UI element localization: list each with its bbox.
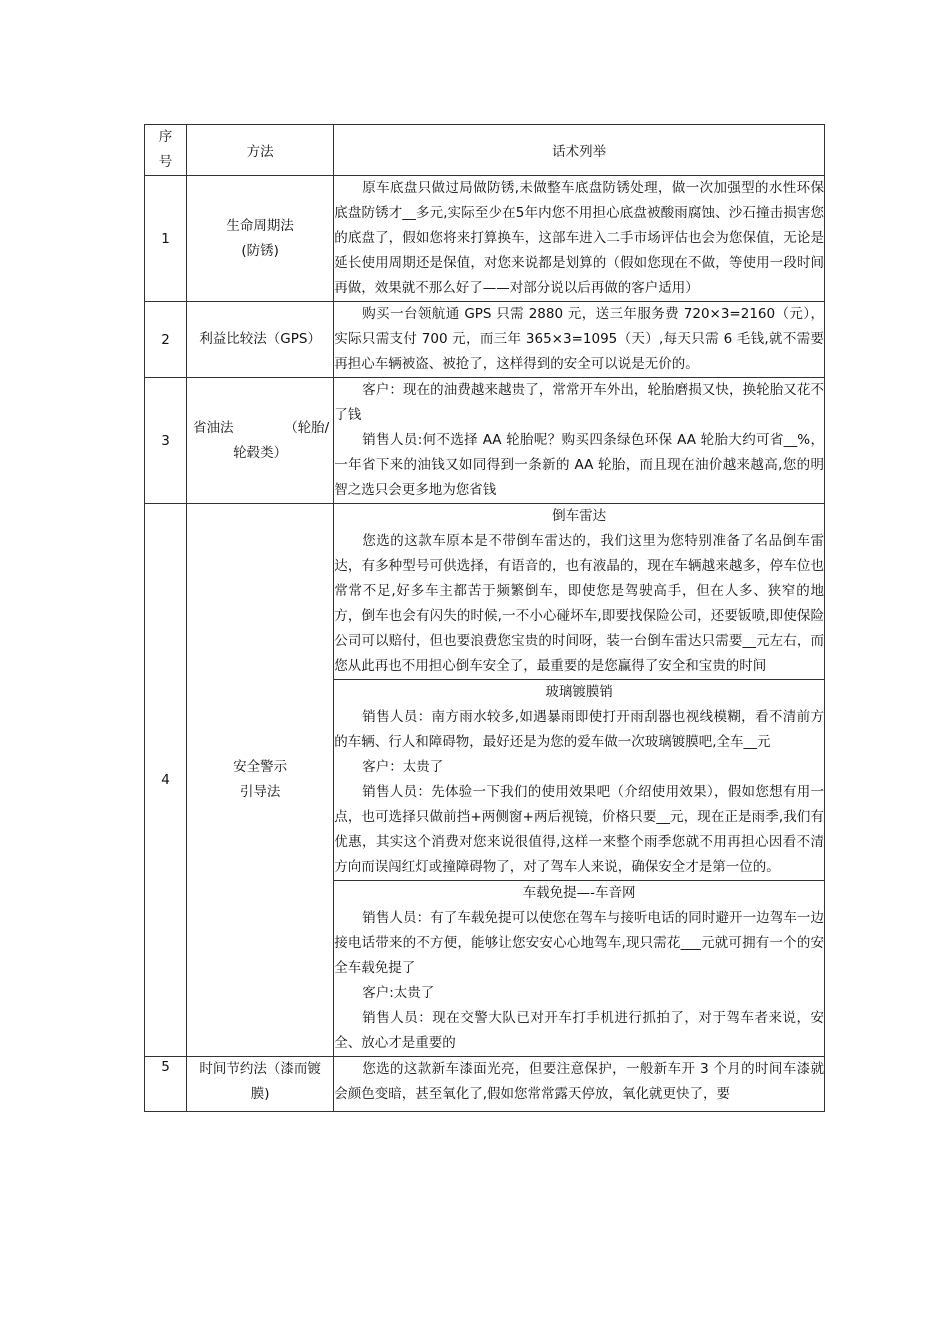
table-header-row [145, 125, 825, 176]
script-paragraph: 您选的这款新车漆面光亮，但要注意保护，一般新车开 3 个月的时间车漆就会颜色变暗，甚至氧化了,假如您常常露天停放，氧化就更快了，要 [334, 1061, 824, 1102]
script-paragraph: 销售人员:何不选择 AA 轮胎呢？购买四条绿色环保 AA 轮胎大约可省__%，一年省下来的油钱又如同得到一条新的 AA 轮胎，而且现在油价越来越高,您的明智之选只会更多地为您省钱 [334, 432, 824, 498]
row-method: 安全警示 引导法 [187, 504, 334, 1057]
script-paragraph: 您选的这款车原本是不带倒车雷达的，我们这里为您特别准备了名品倒车雷达，有多种型号可供选择，有语音的，也有液晶的，现在车辆越来越多，停车位也常常不足,好多车主都苦于频繁倒车，即使您是驾驶高手，但在人多、狭窄的地方，倒车也会有闪失的时候,一不小心碰坏车,即要找保险公司，还要钣喷,即使保险公司可以赔付，但也要浪费您宝贵的时间呀，装一台倒车雷达只需要__元左右，而您从此再也不用担心倒车安全了，最重要的是您赢得了安全和宝贵的时间 [334, 533, 824, 674]
header-script: 话术列举 [334, 125, 825, 176]
row-method: 生命周期法 (防锈) [187, 176, 334, 302]
script-paragraph: 原车底盘只做过局做防锈,未做整车底盘防锈处理，做一次加强型的水性环保底盘防锈才__多元,实际至少在5年内您不用担心底盘被酸雨腐蚀、沙石撞击损害您的底盘了，假如您将来打算换车，这部车进入二手市场评估也会为您保值，无论是延长使用周期还是保值，对您来说都是划算的（假如您现在不做，等使用一段时间再做，效果就不那么好了——对部分说以后再做的客户适用） [334, 180, 824, 296]
sub-item-title: 玻璃镀膜销 [545, 684, 613, 700]
table-row [145, 504, 825, 680]
script-paragraph: 购买一台领航通 GPS 只需 2880 元，送三年服务费 720×3=2160（元），实际只需支付 700 元，而三年 365×3=1095（天）,每天只需 6 毛钱,就不需要再担心车辆被盗、被抢了，这样得到的安全可以说是无价的。 [334, 306, 824, 372]
script-paragraph: 客户：太贵了 [362, 759, 444, 775]
row-no: 4 [145, 504, 187, 1057]
row-script [334, 176, 825, 302]
row-script [334, 680, 825, 881]
row-method: 时间节约法（漆而镀 膜) [187, 1057, 334, 1112]
header-no: 序 号 [145, 125, 187, 176]
row-script [334, 378, 825, 504]
row-method: 省油法 （轮胎/ 轮毂类） [187, 378, 334, 504]
script-paragraph: 客户:太贵了 [362, 985, 435, 1001]
table-row [145, 1057, 825, 1112]
sub-item-title: 倒车雷达 [552, 508, 607, 524]
script-paragraph: 销售人员：先体验一下我们的使用效果吧（介绍使用效果），假如您想有用一点，也可选择只做前挡+两侧窗+两后视镜，价格只要__元，现在正是雨季,我们有优惠，其实这个消费对您来说很值得,这样一来整个雨季您就不用再担心因看不清方向而误闯红灯或撞障碍物了，对了驾车人来说，确保安全才是第一位的。 [334, 784, 824, 875]
row-no: 2 [145, 302, 187, 378]
header-method: 方法 [187, 125, 334, 176]
script-paragraph: 销售人员：现在交警大队已对开车打手机进行抓拍了，对于驾车者来说，安全、放心才是重要的 [334, 1010, 824, 1051]
row-script [334, 881, 825, 1057]
script-paragraph: 销售人员：南方雨水较多,如遇暴雨即使打开雨刮器也视线模糊，看不清前方的车辆、行人和障碍物，最好还是为您的爱车做一次玻璃镀膜吧,全车__元 [334, 709, 824, 750]
row-script [334, 504, 825, 680]
sales-script-table [144, 124, 825, 1112]
row-method: 利益比较法（GPS） [187, 302, 334, 378]
script-paragraph: 客户：现在的油费越来越贵了，常常开车外出，轮胎磨损又快，换轮胎又花不了钱 [334, 382, 824, 423]
table-row [145, 302, 825, 378]
table-row [145, 378, 825, 504]
row-no: 1 [145, 176, 187, 302]
script-paragraph: 销售人员：有了车载免提可以使您在驾车与接听电话的同时避开一边驾车一边接电话带来的不方便，能够让您安安心心地驾车,现只需花___元就可拥有一个的安全车载免提了 [334, 910, 824, 976]
row-script [334, 1057, 825, 1112]
row-no: 3 [145, 378, 187, 504]
sub-item-title: 车载免提—-车音网 [522, 885, 636, 901]
row-no: 5 [145, 1057, 187, 1112]
table-row [145, 176, 825, 302]
row-script [334, 302, 825, 378]
